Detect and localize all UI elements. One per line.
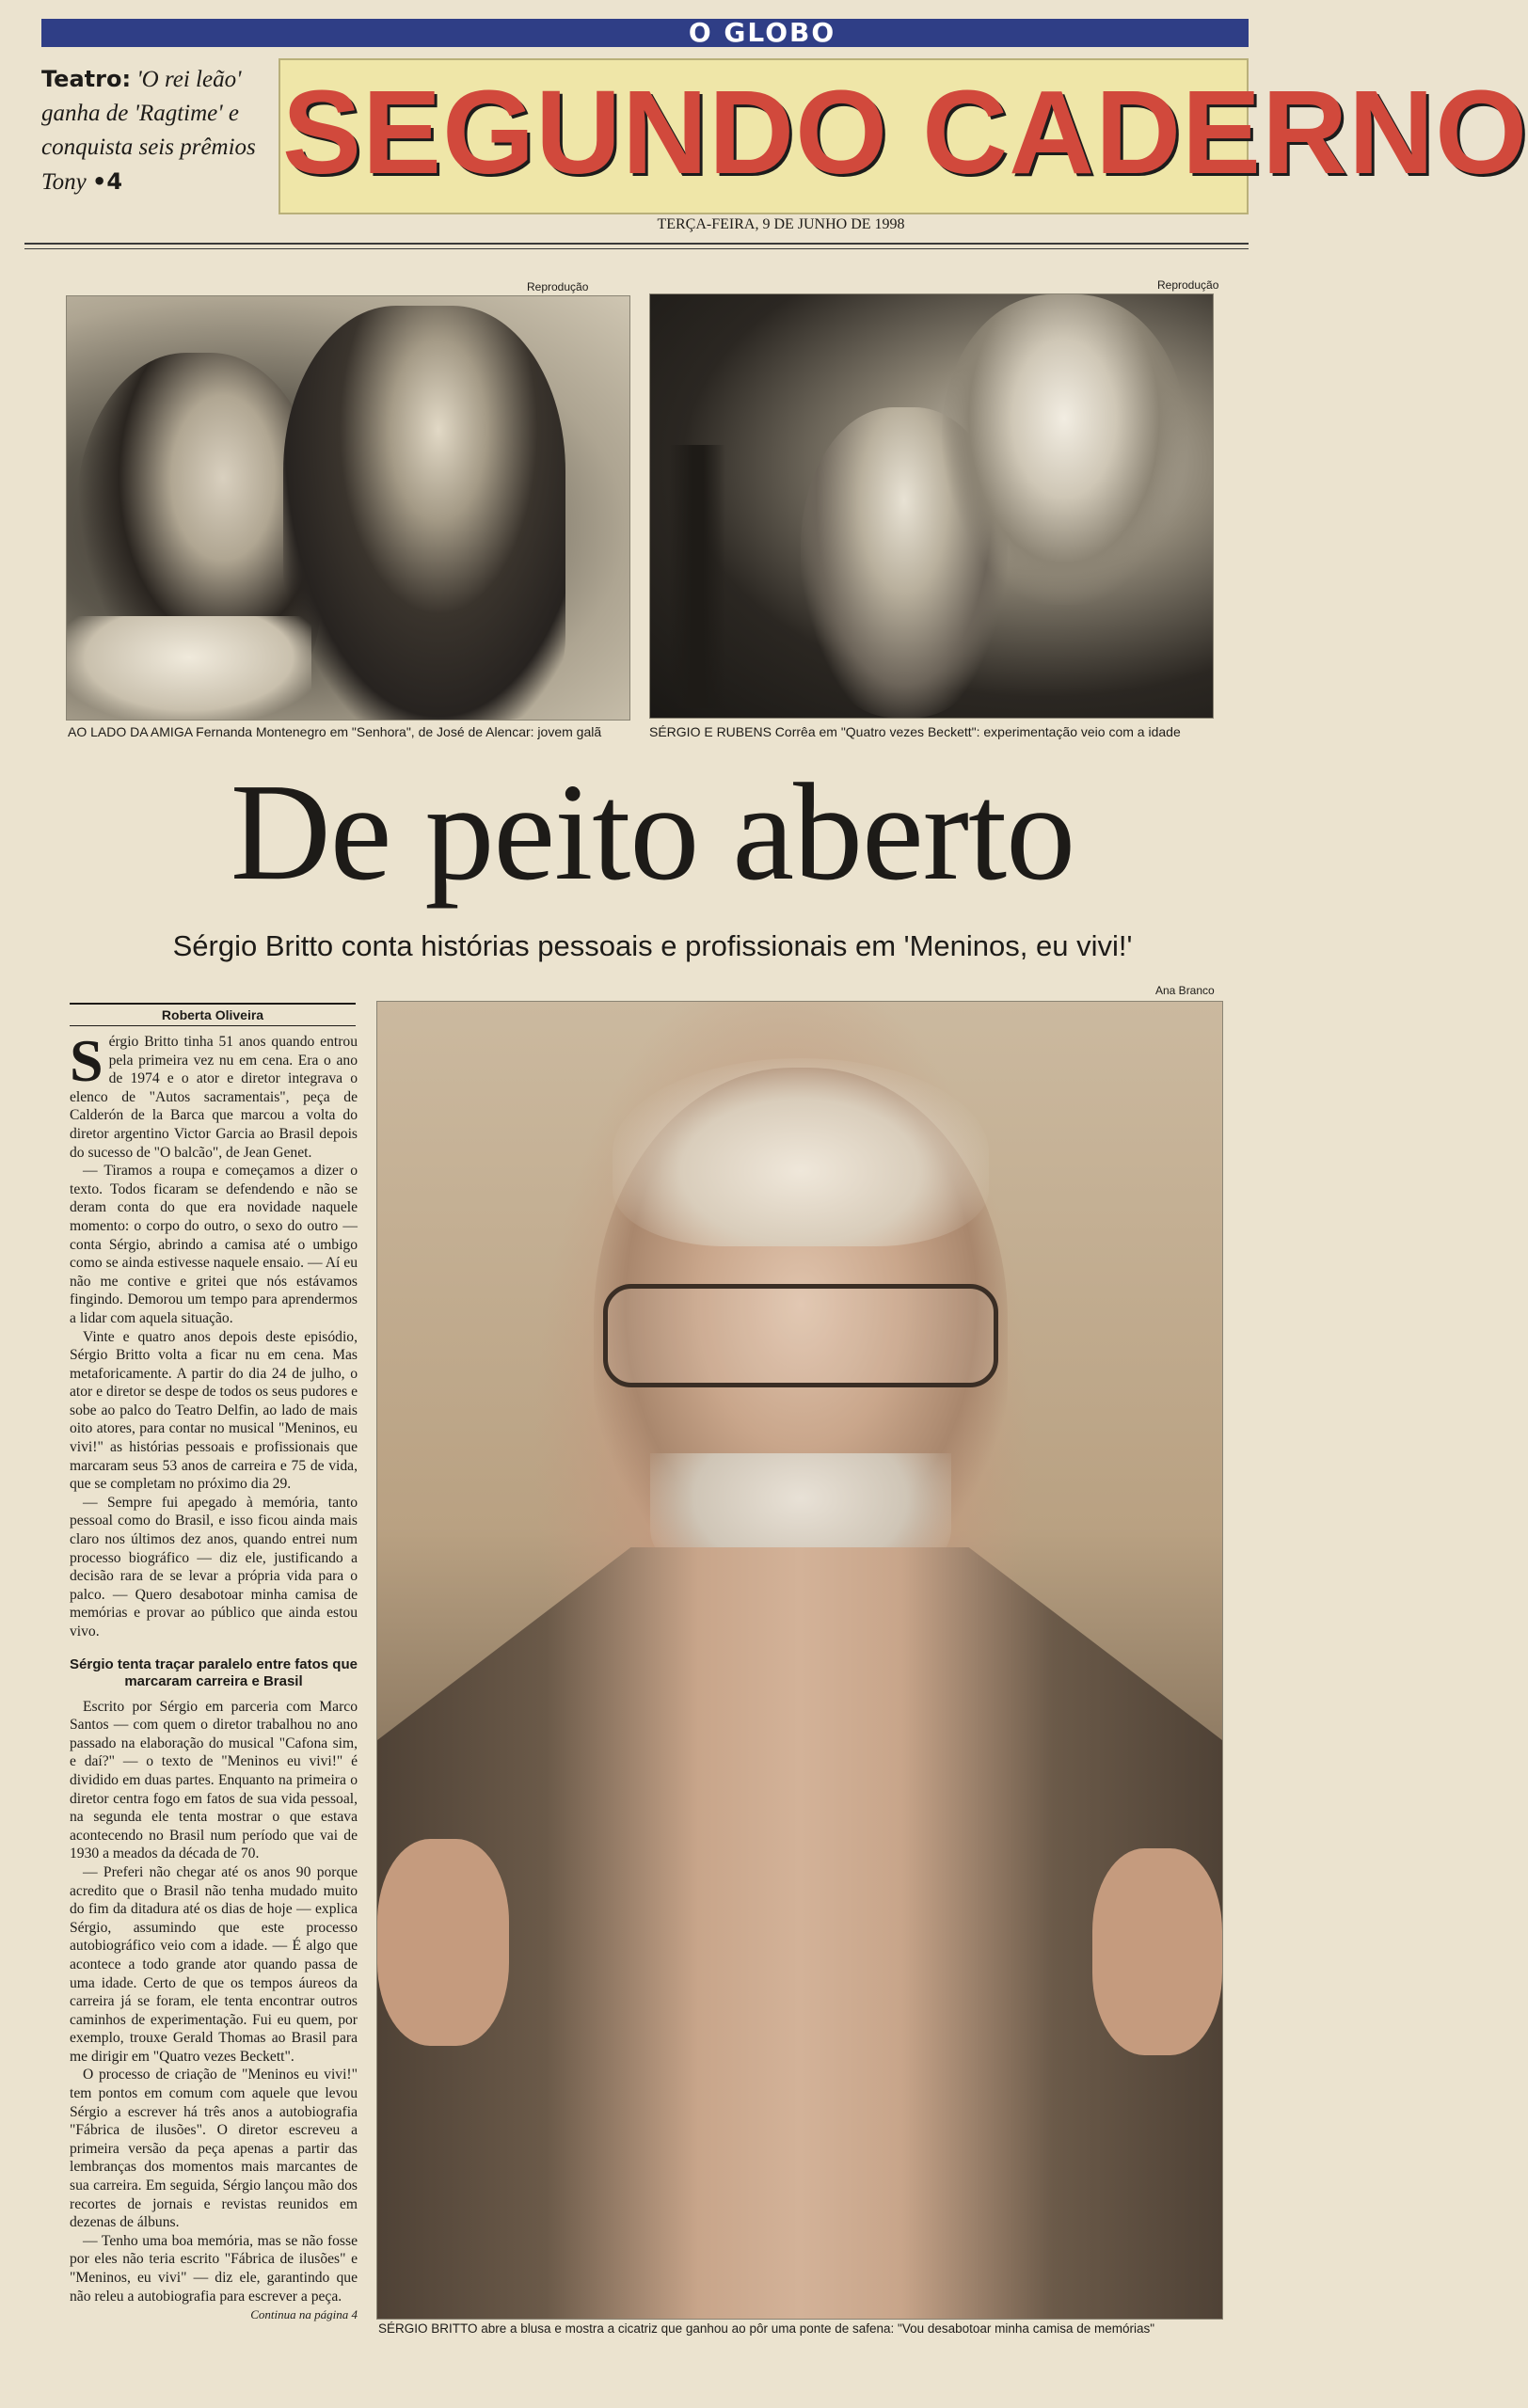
teaser-page: 4	[106, 168, 123, 195]
photo-credit-left: Reprodução	[527, 280, 589, 293]
continued-link[interactable]: Continua na página 4	[250, 2307, 358, 2322]
masthead-rule	[24, 243, 1249, 245]
article-paragraph: Escrito por Sérgio em parceria com Marco Santos — com quem o diretor trabalhou no ano passado na elaboração do musical "Cafona sim, e daí?" — o texto de "Meninos eu vivi!" é dividido em duas partes. Enquanto na primeira o diretor centra fogo em fatos de sua vida pessoal, na segunda ele tenta mostrar o que estava acontecendo no Brasil num período que vai de 1930 a meados da década de 70.	[70, 1698, 358, 1862]
section-title: SEGUNDO CADERNO	[282, 66, 1528, 198]
photo-right	[649, 293, 1214, 719]
photo-credit-right: Reprodução	[1157, 278, 1219, 292]
photo-main	[376, 1001, 1223, 2320]
article-body	[70, 1027, 358, 2324]
article-paragraph: — Sempre fui apegado à memória, tanto pessoal como do Brasil, e isso ficou ainda mais claro nos últimos dez anos, quando entrei num processo biográfico — diz ele, justificando a decisão rara de se levar a própria vida para o palco. — Quero desabotoar minha camisa de memórias e provar ao público que ainda estou vivo.	[70, 1494, 358, 1640]
article-paragraph: — Tiramos a roupa e começamos a dizer o texto. Todos ficaram se defendendo e não se deram conta do que era novidade naquele momento: o corpo do outro, o sexo do outro — conta Sérgio, abrindo a camisa até o umbigo como se ainda estivesse naquele ensaio. — Aí eu não me contive e gritei que nós estávamos fingindo. Demorou um tempo para aprendermos a lidar com aquela situação.	[70, 1163, 358, 1326]
issue-date: TERÇA-FEIRA, 9 DE JUNHO DE 1998	[657, 216, 905, 232]
byline: Roberta Oliveira	[70, 1003, 356, 1026]
photo-caption-left: AO LADO DA AMIGA Fernanda Montenegro em "Senhora", de José de Alencar: jovem galã	[68, 724, 602, 739]
article-paragraph: O processo de criação de "Meninos eu vivi!" tem pontos em comum com aquele que levou Sérgio a escrever há três anos a autobiografia "Fábrica de ilusões". O diretor escreveu a primeira versão da peça apenas a partir das lembranças dos momentos mais marcantes de sua carreira. Em seguida, Sérgio lançou mão dos recortes de jornais e revistas reunidos em dezenas de álbuns.	[70, 2067, 358, 2231]
photo-credit-main: Ana Branco	[1155, 984, 1215, 997]
article-paragraph: Sérgio Britto tinha 51 anos quando entrou pela primeira vez nu em cena. Era o ano de 1974 e o ator e diretor integrava o elenco de "Autos sacramentais", peça de Calderón de la Barca que marcou a volta do diretor argentino Victor Garcia ao Brasil depois do sucesso de "O balcão", de Jean Genet.	[70, 1027, 358, 1161]
article-paragraph: Vinte e quatro anos depois deste episódio, Sérgio Britto volta a ficar nu em cena. Mas metaforicamente. A partir do dia 24 de julho, o ator e diretor se despe de todos os seus pudores e sobe ao palco do Teatro Delfin, ao lado de mais oito atores, para contar no musical "Meninos, eu vivi!" as histórias pessoais e profissionais que marcaram seus 53 anos de carreira e 75 de vida, que se completam no próximo dia 29.	[70, 1328, 358, 1493]
teaser[interactable]: Teatro: 'O rei leão' ganha de 'Ragtime' e conquista seis prêmios Tony •4	[41, 66, 256, 195]
article-paragraph: — Tenho uma boa memória, mas se não fosse por eles não teria escrito "Fábrica de ilusões" e "Meninos, eu vivi" — diz ele, garantindo que não releu a autobiografia para escrever a peça. Continua na página 4	[70, 2232, 358, 2305]
article-paragraph: — Preferi não chegar até os anos 90 porque acredito que o Brasil não tenha mudado muito do fim da ditadura até os dias de hoje — explica Sérgio, assumindo que este processo autobiográfico veio com a idade. — É algo que acontece a todo grande ator quando passa de uma idade. Certo de que os tempos áureos da carreira já se foram, ele tenta encontrar outros caminhos de experimentação. Fui eu quem, por exemplo, trouxe Gerald Thomas ao Brasil para me dirigir em "Quatro vezes Beckett".	[70, 1863, 358, 2065]
headline: De peito aberto	[230, 755, 1075, 910]
drop-cap: S	[70, 1027, 103, 1094]
newspaper-name: O GLOBO	[688, 17, 836, 48]
photo-left	[66, 295, 630, 721]
photo-caption-right: SÉRGIO E RUBENS Corrêa em "Quatro vezes Beckett": experimentação veio com a idade	[649, 724, 1181, 739]
masthead-rule-thin	[24, 248, 1249, 249]
teaser-text: 'O rei leão' ganha de 'Ragtime' e conquista seis prêmios Tony	[41, 67, 256, 195]
subheadline: Sérgio Britto conta histórias pessoais e profissionais em 'Meninos, eu vivi!'	[172, 929, 1133, 962]
article-subtitle: Sérgio tenta traçar paralelo entre fatos que marcaram carreira e Brasil	[70, 1656, 358, 1689]
photo-caption-main: SÉRGIO BRITTO abre a blusa e mostra a cicatriz que ganhou ao pôr uma ponte de safena: "Vou desabotoar minha camisa de memórias"	[378, 2321, 1155, 2336]
teaser-label: Teatro:	[41, 66, 132, 92]
